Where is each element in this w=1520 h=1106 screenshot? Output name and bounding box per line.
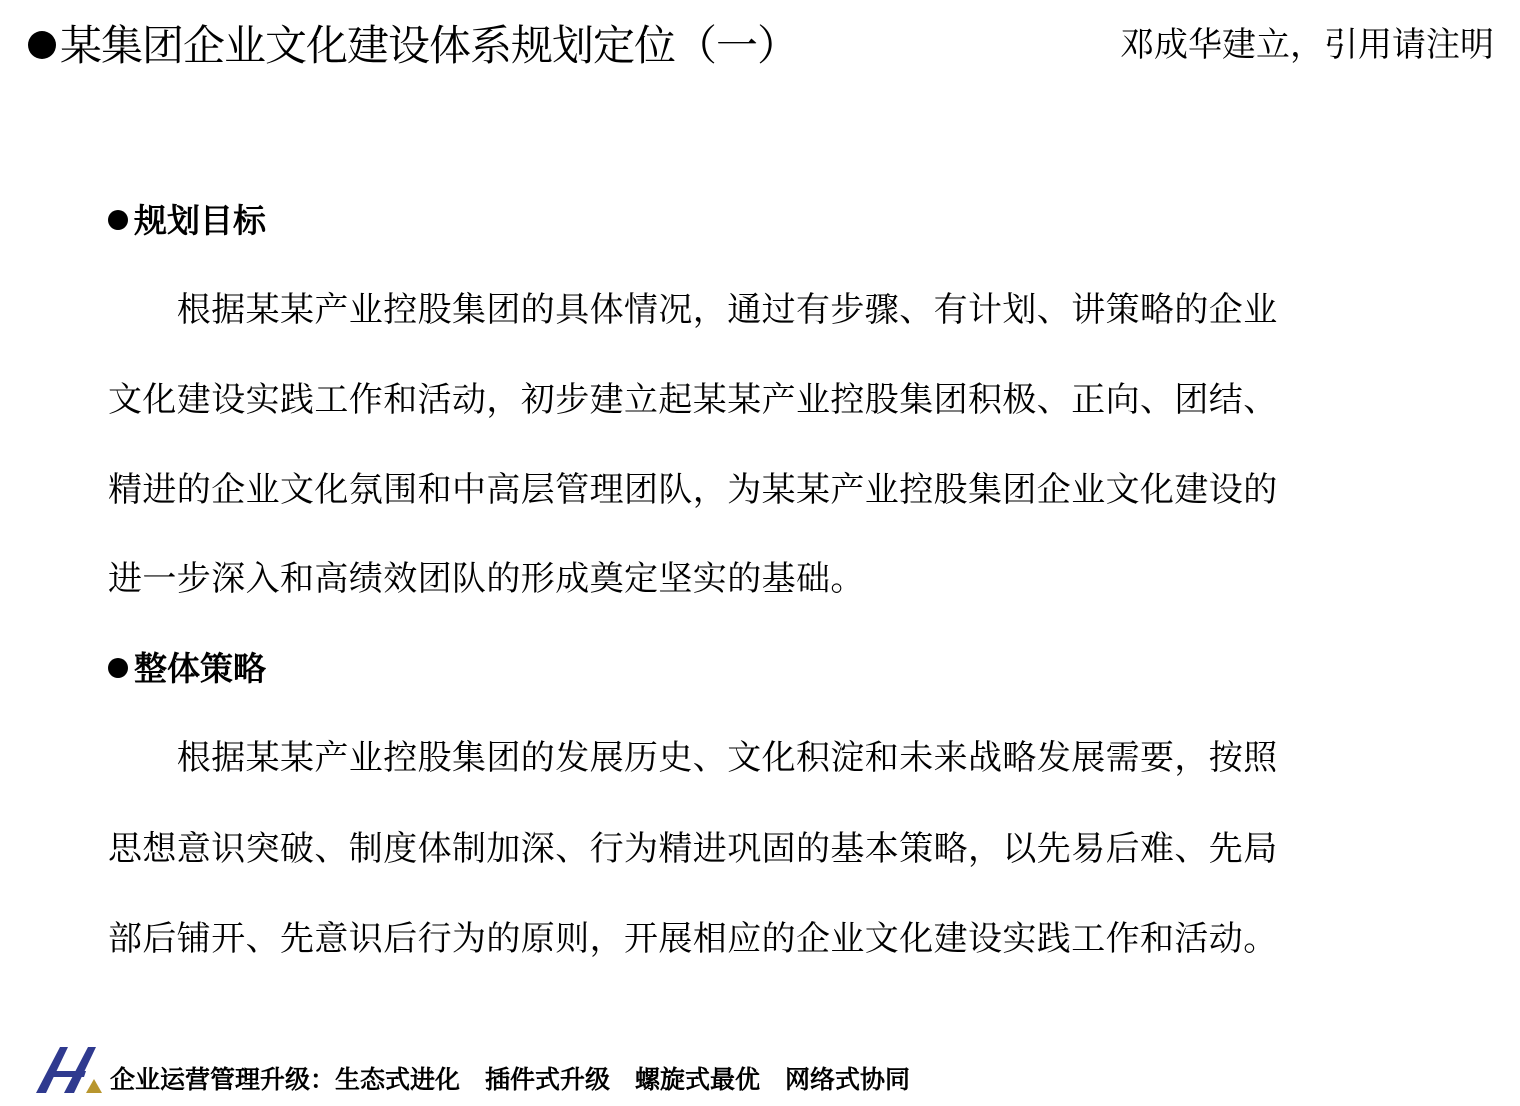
company-logo-icon <box>36 1041 106 1095</box>
paragraph-line: 精进的企业文化氛围和中高层管理团队，为某某产业控股集团企业文化建设的 <box>108 470 1278 510</box>
paragraph-line: 进一步深入和高绩效团队的形成奠定坚实的基础。 <box>108 559 865 599</box>
paragraph-line: 思想意识突破、制度体制加深、行为精进巩固的基本策略，以先易后难、先局 <box>108 829 1278 869</box>
section-heading-strategy <box>108 646 266 692</box>
paragraph-line: 根据某某产业控股集团的具体情况，通过有步骤、有计划、讲策略的企业 <box>108 290 1278 330</box>
page-title-text: 某集团企业文化建设体系规划定位（一） <box>60 21 799 70</box>
footer-slogan: 企业运营管理升级：生态式进化 插件式升级 螺旋式最优 网络式协同 <box>110 1065 911 1094</box>
bullet-icon <box>108 658 128 678</box>
paragraph-line: 根据某某产业控股集团的发展历史、文化积淀和未来战略发展需要，按照 <box>108 738 1278 778</box>
section-heading-goal <box>108 198 266 244</box>
author-note: 邓成华建立，引用请注明 <box>1120 25 1494 65</box>
section-heading-text: 规划目标 <box>134 201 266 240</box>
footer <box>36 1040 910 1096</box>
paragraph-line: 文化建设实践工作和活动，初步建立起某某产业控股集团积极、正向、团结、 <box>108 380 1278 420</box>
paragraph-line: 部后铺开、先意识后行为的原则，开展相应的企业文化建设实践工作和活动。 <box>108 919 1278 959</box>
page-title <box>28 18 798 74</box>
bullet-icon <box>28 31 56 59</box>
bullet-icon <box>108 210 128 230</box>
section-heading-text: 整体策略 <box>134 649 266 688</box>
